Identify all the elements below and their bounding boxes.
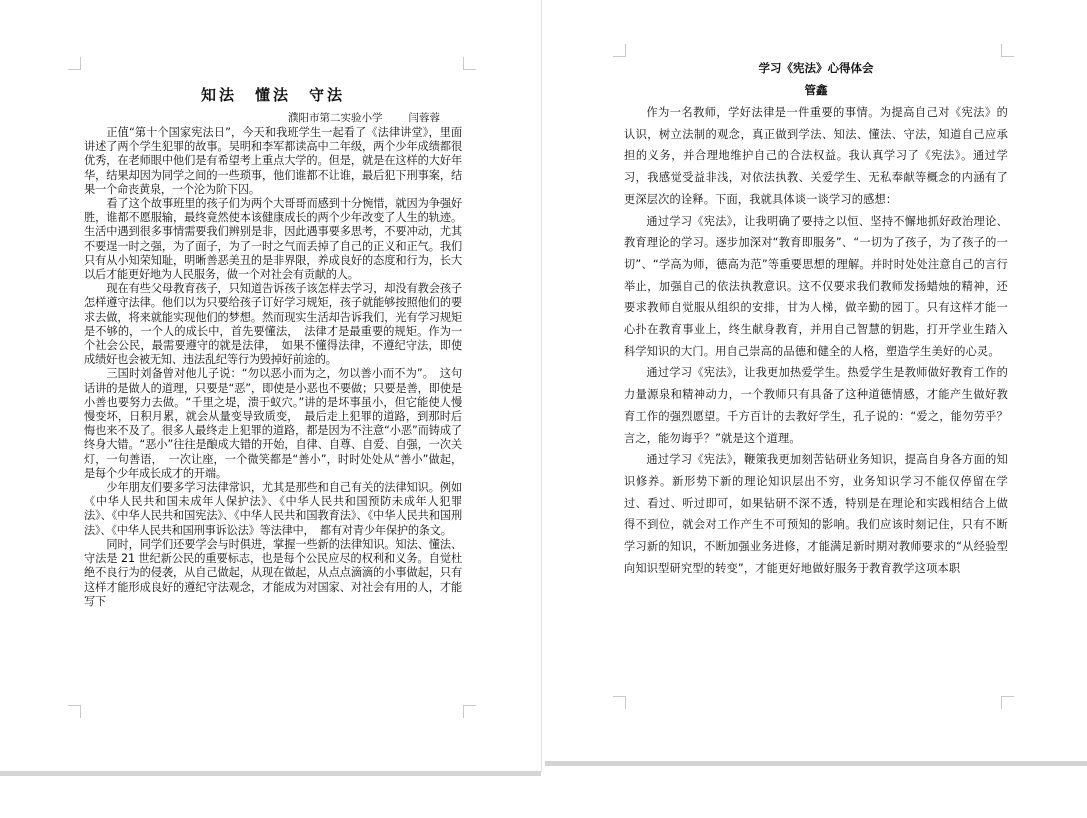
right-document-title: 学习《宪法》心得体会 xyxy=(758,61,874,75)
left-document-byline xyxy=(84,110,462,125)
right-paragraph: 通过学习《宪法》，让我更加热爱学生。热爱学生是教师做好教育工作的力量源泉和精神动力，一个教师只有具备了这种道德情感，才能产生做好教育工作的强烈愿望。千方百计的去教好学生，孔子说的：“爱之，能勿劳乎？言之，能勿诲乎？”就是这个道理。 xyxy=(624,366,1008,445)
school-name: 濮阳市第二实验小学 xyxy=(288,112,383,124)
left-paragraph: 现在有些父母教育孩子，只知道告诉孩子该怎样去学习，却没有教会孩子怎样遵守法律。他们以为只要给孩子订好学习规矩，孩子就能够按照他们的要求去做，将来就能实现他们的梦想。然而现实生活却告诉我们，光有学习规矩是不够的，一个人的成长中，首先要懂法， 法律才是最重要的规矩。作为一个社会公民，最需要遵守的就是法律， 如果不懂得法律，不遵纪守法，即使成绩好也会被无知、违法乱纪等行为毁掉好前途的。 xyxy=(84,282,462,367)
crop-mark-top-right xyxy=(463,57,476,70)
crop-mark-top-left xyxy=(613,44,626,57)
left-paragraph: 同时，同学们还要学会与时俱进，掌握一些新的法律知识。知法、懂法、守法是 21 世纪新公民的重要标志，也是每个公民应尽的权利和义务。自觉杜绝不良行为的侵袭，从自己做起，从现在做起，从点点滴滴的小事做起，只有这样才能形成良好的遵纪守法观念，才能成为对国家、对社会有用的人，才能写下 xyxy=(84,537,462,608)
crop-mark-bottom-right xyxy=(463,705,476,718)
right-paragraph: 通过学习《宪法》，让我明确了要持之以恒、坚持不懈地抓好政治理论、教育理论的学习。逐步加深对“教育即服务”、“一切为了孩子，为了孩子的一切”、“学高为师，德高为范”等重要思想的理解。并时时处处注意自己的言行举止，加强自己的依法执教意识。这不仅要求我们教师发扬蜡烛的精神，还要求教师自觉服从组织的安排，甘为人梯，做辛勤的园丁。只有这样才能一心扑在教育事业上，终生献身教育，并用自己智慧的钥匙，打开学业生踏入科学知识的大门。用自己崇高的品德和健全的人格，塑造学生美好的心灵。 xyxy=(624,214,1008,358)
right-document-content xyxy=(624,60,1008,579)
left-paragraph: 看了这个故事班里的孩子们为两个大哥哥而感到十分惋惜，就因为争强好胜，谁都不愿服输，最终竟然使本该健康成长的两个少年改变了人生的轨迹。生活中遇到很多事情需要我们辨别是非，因此遇事要多思考，不要冲动，尤其不要逞一时之强，为了面子，为了一时之气而丢掉了自己的正义和正气。我们只有从小知荣知耻，明晰善恶美丑的是非界限，养成良好的态度和行为，长大以后才能更好地为人民服务，做一个对社会有贡献的人。 xyxy=(84,197,462,282)
crop-mark-bottom-left xyxy=(68,705,81,718)
crop-mark-top-left xyxy=(68,57,81,70)
crop-mark-top-right xyxy=(1001,44,1014,57)
right-paragraph: 作为一名教师，学好法律是一件重要的事情。为提高自己对《宪法》的认识，树立法制的观念，真正做到学法、知法、懂法、守法，知道自己应承担的义务，并合理地维护自己的合法权益。我认真学习了《宪法》。通过学习，我感觉受益非浅，对依法执教、关爱学生、无私奉献等概念的内涵有了更深层次的诠释。下面，我就具体谈一谈学习的感想： xyxy=(624,106,1008,206)
right-author-name: 管鑫 xyxy=(804,83,828,97)
left-document-title: 知法 懂法 守法 xyxy=(200,86,345,104)
left-paragraph: 正值“第十个国家宪法日”，今天和我班学生一起看了《法律讲堂》，里面讲述了两个学生犯罪的故事。吴明和李军都读高中二年级，两个少年成绩都很优秀，在老师眼中他们是有希望考上重点大学的。但是，就是在这样的大好年华，结果却因为同学之间的一些琐事，他们谁都不让谁，最后犯下刑事案，结果一个命丧黄泉，一个沦为阶下囚。 xyxy=(84,126,462,196)
left-page-bottom-shadow xyxy=(0,771,541,776)
left-paragraph: 少年朋友们要多学习法律常识，尤其是那些和自己有关的法律知识。例如《中华人民共和国未成年人保护法》、《中华人民共和国预防未成年人犯罪法》、《中华人民共和国宪法》、《中华人民共和国教育法》、《中华人民共和国刑法》、《中华人民共和国刑事诉讼法》等法律中， 都有对青少年保护的条文。 xyxy=(84,481,462,537)
right-page-bottom-shadow xyxy=(545,761,1087,766)
crop-mark-bottom-right xyxy=(1001,696,1014,709)
right-paragraph: 通过学习《宪法》，鞭策我更加刻苦钻研业务知识，提高自身各方面的知识修养。新形势下新的理论知识层出不穷，业务知识学习不能仅停留在学过、看过、听过即可，如果钻研不深不透，特别是在理论和实践相结合上做得不到位，就会对工作产生不可预知的影响。我们应该时刻记住，只有不断学习新的知识，不断加强业务进修，才能满足新时期对教师要求的“从经验型向知识型研究型的转变”，才能更好地做好服务于教育教学这项本职 xyxy=(624,453,1008,575)
left-author-name: 闫蓉蓉 xyxy=(408,112,440,124)
crop-mark-bottom-left xyxy=(613,696,626,709)
left-paragraph: 三国时刘备曾对他儿子说：“勿以恶小而为之，勿以善小而不为”。 这句话讲的是做人的道理，只要是“恶”，即使是小恶也不要做；只要是善，即使是小善也要努力去做。“千里之堤，溃于蚁穴。”讲的是坏事虽小，但它能使人慢慢变坏，日积月累，就会从量变导致质变， 最后走上犯罪的道路，到那时后悔也来不及了。很多人最终走上犯罪的道路，都是因为不注意“小恶”而铸成了终身大错。“恶小”往往是酿成大错的开始，自律、自尊、自爱、自强，一次关灯，一句善语， 一次让座，一个微笑都是“善小”，时时处处从“善小”做起，是每个少年成长成才的开端。 xyxy=(84,367,462,480)
left-document-content xyxy=(84,84,462,609)
